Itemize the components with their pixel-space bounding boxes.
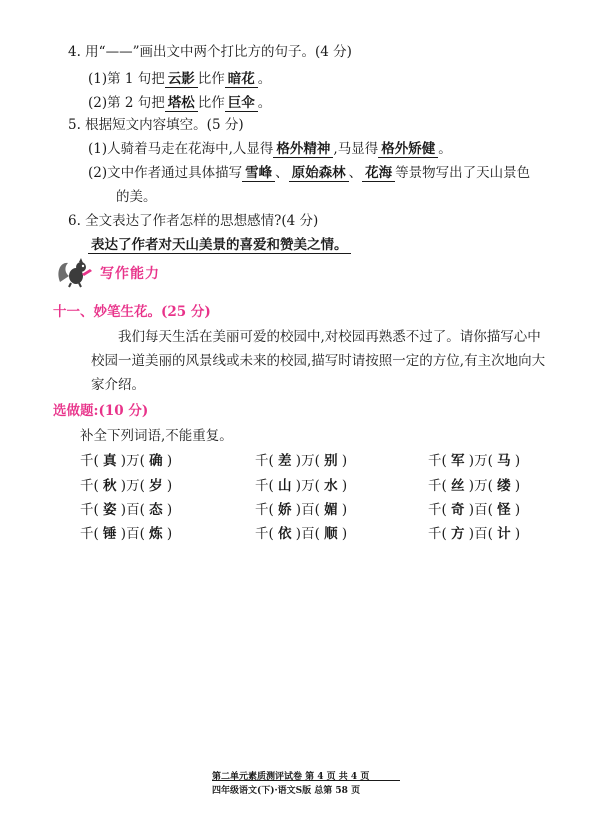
q11-paragraph-line-2: 校园一道美丽的风景线或未来的校园,描写时请按照一定的方位,有主次地向大 (91, 353, 546, 369)
answer-blank: 暗花 (225, 71, 258, 88)
answer-blank: 雪峰 (242, 165, 275, 182)
footer-line-2: 四年级语文(下)·语文S版 总第 58 页 (212, 786, 361, 796)
q5-stem: 5. 根据短文内容填空。(5 分) (68, 117, 244, 133)
squirrel-mascot-icon (56, 258, 100, 292)
idiom-blank: 丝 (451, 478, 465, 494)
q4-line-2: (2)第 2 句把 塔松 比作 巨伞 。 (88, 95, 272, 111)
idiom-blank: 方 (451, 526, 465, 542)
idiom-blank: 岁 (149, 478, 163, 494)
idiom-item: 千( 姿 )百( 态 ) (80, 498, 172, 518)
idiom-blank: 姿 (103, 502, 117, 518)
q4-line-1: (1)第 1 句把 云影 比作 暗花 。 (88, 71, 272, 87)
idiom-item: 千( 依 )百( 顺 ) (255, 522, 347, 542)
q6-answer (88, 233, 351, 253)
answer-blank: 云影 (165, 71, 198, 88)
idiom-item: 千( 方 )百( 计 ) (428, 522, 520, 542)
idiom-blank: 马 (497, 453, 511, 469)
idiom-item: 千( 军 )万( 马 ) (428, 449, 520, 469)
idiom-item: 千( 丝 )万( 缕 ) (428, 474, 520, 494)
q5-line-2-cont: 的美。 (116, 189, 157, 205)
idiom-blank: 媚 (324, 502, 338, 518)
idiom-blank: 军 (451, 453, 465, 469)
section-title: 写作能力 (100, 266, 160, 282)
q5-line-2: (2)文中作者通过具体描写 雪峰 、 原始森林 、 花海 等景物写出了天山景色 (88, 165, 531, 181)
idiom-blank: 水 (324, 478, 338, 494)
idiom-blank: 确 (149, 453, 163, 469)
answer-blank: 塔松 (165, 95, 198, 112)
idiom-blank: 别 (324, 453, 338, 469)
idiom-item: 千( 锤 )百( 炼 ) (80, 522, 172, 542)
idiom-blank: 缕 (497, 478, 511, 494)
idiom-blank: 锤 (103, 526, 117, 542)
optional-title: 选做题:(10 分) (53, 403, 149, 419)
answer-blank: 格外精神 (273, 141, 333, 158)
idiom-item: 千( 秋 )万( 岁 ) (80, 474, 172, 494)
idiom-item: 千( 真 )万( 确 ) (80, 449, 172, 469)
answer-blank: 巨伞 (225, 95, 258, 112)
answer-blank: 表达了作者对天山美景的喜爱和赞美之情。 (88, 237, 351, 254)
answer-blank: 原始森林 (289, 165, 349, 182)
footer-line-1: 第二单元素质测评试卷 第 4 页 共 4 页 (212, 772, 370, 782)
idiom-item: 千( 奇 )百( 怪 ) (428, 498, 520, 518)
answer-blank: 花海 (362, 165, 395, 182)
q4-stem: 4. 用“——”画出文中两个打比方的句子。(4 分) (68, 44, 352, 60)
idiom-item: 千( 差 )万( 别 ) (255, 449, 347, 469)
idiom-blank: 怪 (497, 502, 511, 518)
q5-line-1: (1)人骑着马走在花海中,人显得 格外精神 ,马显得 格外矫健 。 (88, 141, 452, 157)
q11-paragraph-line-1: 我们每天生活在美丽可爱的校园中,对校园再熟悉不过了。请你描写心中 (118, 329, 541, 345)
idiom-blank: 依 (278, 526, 292, 542)
idiom-blank: 娇 (278, 502, 292, 518)
q11-title: 十一、妙笔生花。(25 分) (53, 304, 211, 320)
idiom-blank: 炼 (149, 526, 163, 542)
idiom-blank: 态 (149, 502, 163, 518)
idiom-item: 千( 娇 )百( 媚 ) (255, 498, 347, 518)
idiom-blank: 秋 (103, 478, 117, 494)
footer-divider (212, 780, 400, 781)
q11-paragraph-line-3: 家介绍。 (91, 377, 145, 393)
idiom-blank: 真 (103, 453, 117, 469)
idiom-blank: 顺 (324, 526, 338, 542)
idiom-item: 千( 山 )万( 水 ) (255, 474, 347, 494)
optional-instruction: 补全下列词语,不能重复。 (80, 428, 233, 444)
idiom-blank: 山 (278, 478, 292, 494)
idiom-blank: 奇 (451, 502, 465, 518)
idiom-blank: 计 (497, 526, 511, 542)
answer-blank: 格外矫健 (378, 141, 438, 158)
q6-stem: 6. 全文表达了作者怎样的思想感情?(4 分) (68, 213, 319, 229)
idiom-blank: 差 (278, 453, 292, 469)
